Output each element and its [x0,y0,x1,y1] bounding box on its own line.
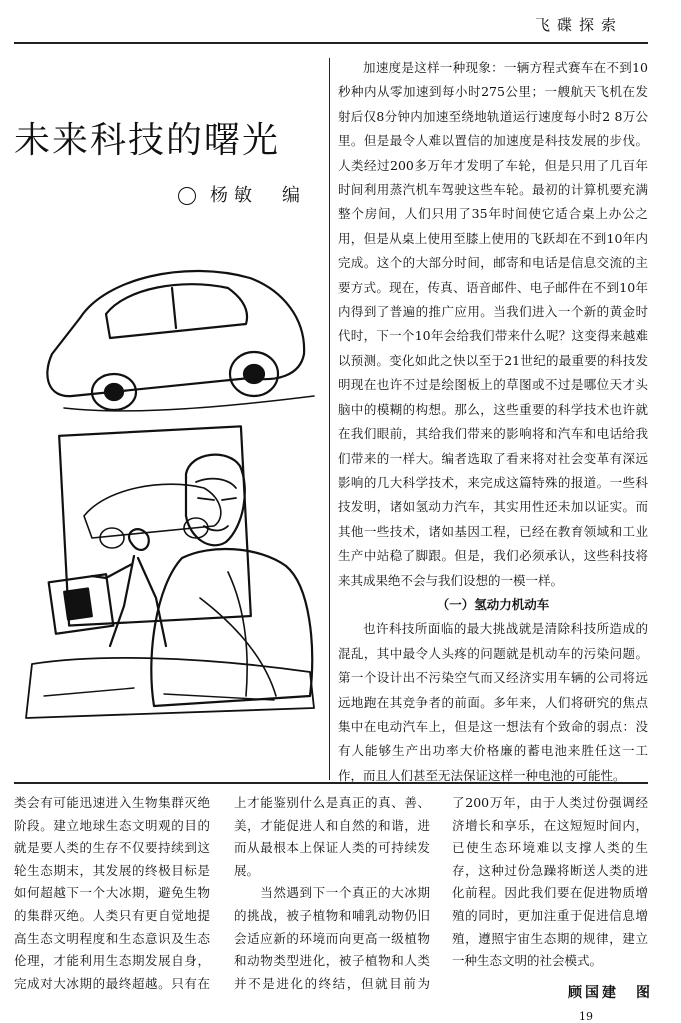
bottom-column-1 [14,792,210,992]
paragraph: 了200万年，由于人类过份强调经济增长和享乐，在这短短时间内，已使生态环境难以支撑人类的生存，这种过份急躁将断送人类的进化前程。因此我们要在促进物质增殖的同时，更加注重于促进信息增殖，遵照宇宙生态期的规律，建立一种生态文明的社会模式。 [452,795,648,969]
article-title: 未来科技的曙光 [14,120,281,161]
author-name: 杨敏 编 [210,185,306,206]
paragraph: 类会有可能迅速进入生物集群灭绝阶段。建立地球生态文明观的目的就是要人类的生存不仅要持续到这轮生态期末，其发展的终极目标是如何超越下一个大冰期，避免生物的集群灭绝。人类只有更自觉地提高生态文明程度和生态意识及生态伦理，才能利用生态期发展自身，完成对大冰期的最终超越。只有在 [14,795,210,991]
section-heading: （一）氢动力机动车 [436,596,550,612]
circle-icon [178,187,196,205]
illustration [14,226,320,766]
illustration-credit: 顾国建 图 [568,985,653,1001]
page-number: 19 [579,1010,593,1023]
right-column [338,56,648,784]
car-windshield [106,284,247,338]
byline [178,181,306,207]
paragraph-hydrogen: 也许科技所面临的最大挑战就是清除科技所造成的混乱，其中最令人头疼的问题就是机动车的污染问题。第一个设计出不污染空气而又经济实用车辆的公司将远远地跑在其竞争者的前面。多年来，人们将研究的焦点集中在电动汽车上，但是这一想法有个致命的弱点：没有人能够生产出功率大价格廉的蓄电池来胜任这一工作，而且人们甚至无法保证这样一种电池的可能性。 [338,621,648,783]
section-title: 飞碟探索 [534,16,623,34]
bottom-column-2 [234,792,430,992]
engineer [186,455,245,546]
paragraph: 上才能鉴别什么是真正的真、善、美，才能促进人和自然的和谐，进而从最根本上保证人类的可持续发展。 当然遇到下一个真正的大冰期的挑战，被子植物和哺乳动物仍旧会适应新的环境而向更高一级植物和动物类型进化，被子植物和人类并不是进化的终结，但就目前为 [234,795,430,991]
header-rule [14,42,648,44]
bottom-column-3 [452,792,648,978]
car-body [47,271,304,396]
paragraph-intro: 加速度是这样一种现象：一辆方程式赛车在不到10秒种内从零加速到每小时275公里；一艘航天飞机在发射后仅8分钟内加速至绕地轨道运行速度每小时2 8万公里。但是最令人难以置信的加速度是科技发展的步伐。人类经过200多万年才发明了车轮，但是只用了几百年时间利用蒸汽机车驾驶这些车轮。最初的计算机要充满整个房间，人们只用了35年时间使它适合桌上办公之用，但是从桌上使用至膝上使用的飞跃却在不到10年内完成。这个的大部分时间，邮寄和电话是信息交流的主要方式。现在，传真、语音邮件、电子邮件在不到10年内得到了普遍的推广应用。当我们进入一个新的黄金时代时，下一个10年会给我们带来什么呢？这变得来越难以预测。变化如此之快以至于21世纪的最重要的科技发明现在也许不过是绘图板上的草图或不过是哪位天才头脑中的模糊的构想。那么，这些重要的科学技术也许就在我们眼前，其给我们带来的影响将和汽车和电话给我们带来的一样大。编者选取了看来将对社会变革有深远影响的几大科学技术，来完成这篇特殊的报道。一些科技发明，诸如氢动力汽车，其实用性还未加以证实。而其他一些技术，诸如基因工程，已经在教育领域和工业生产中站稳了脚跟。但是，我们必须承认，这些科技将来其成果绝不会与我们设想的一模一样。 [338,60,648,588]
column-divider [329,58,330,780]
